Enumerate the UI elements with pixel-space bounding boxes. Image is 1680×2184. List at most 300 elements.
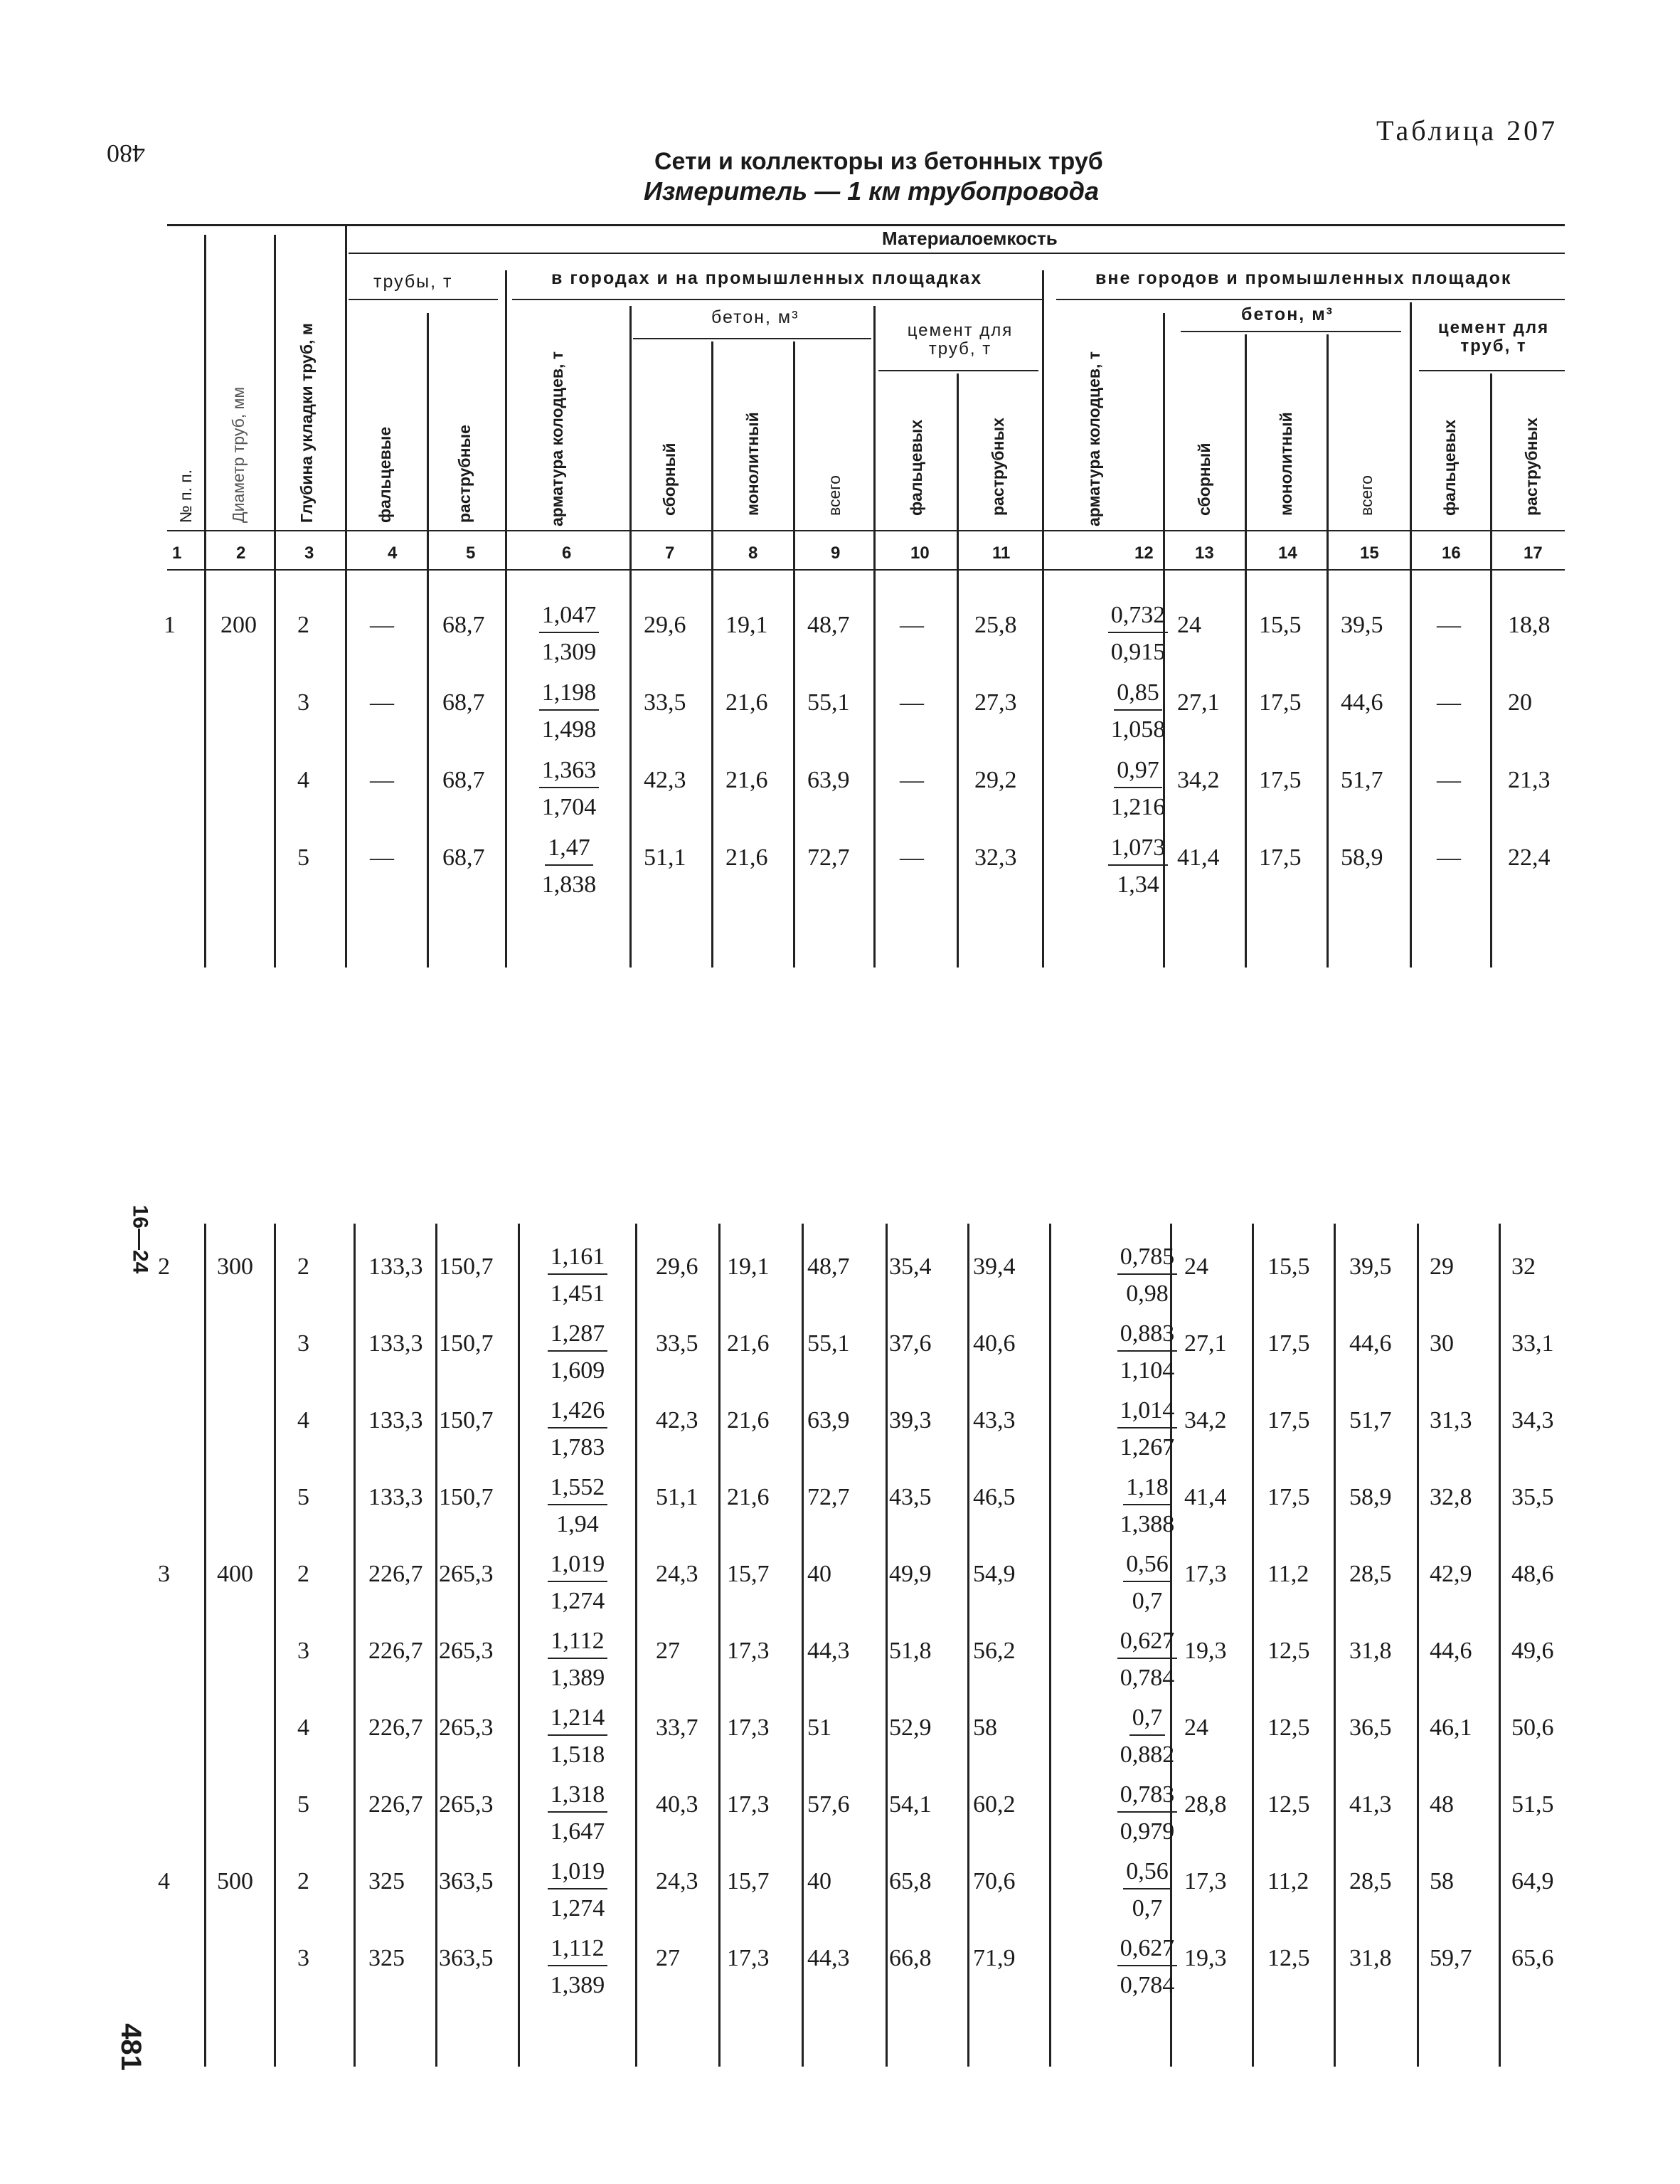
fraction-numerator: 0,56 <box>1123 1552 1171 1582</box>
cell-c17: 51,5 <box>1511 1791 1554 1818</box>
fraction-numerator: 1,073 <box>1108 836 1169 866</box>
fraction-numerator: 1,198 <box>539 681 600 711</box>
cell-rebar-cities <box>526 758 612 820</box>
cell-depth: 3 <box>297 1945 309 1971</box>
cell-c14: 17,5 <box>1259 844 1302 871</box>
cell-c10: 54,1 <box>889 1791 932 1818</box>
cell-rebar-outside <box>1105 1322 1190 1383</box>
cell-c17: 34,3 <box>1511 1407 1554 1433</box>
fraction-numerator: 1,552 <box>548 1475 608 1505</box>
column-number: 8 <box>748 544 758 563</box>
header-col-socket-g-cities: раструбных <box>989 418 1007 516</box>
cell-c13: 41,4 <box>1177 844 1220 871</box>
cell-c17: 64,9 <box>1511 1868 1554 1894</box>
cell-c8: 21,6 <box>727 1484 770 1510</box>
header-col-rebar-outside: арматура колодцев, т <box>1085 351 1103 526</box>
column-number: 6 <box>562 544 572 563</box>
fraction-numerator: 1,019 <box>548 1860 608 1889</box>
cell-c4: — <box>370 767 394 793</box>
fraction-denominator: 1,838 <box>541 871 597 898</box>
column-number: 11 <box>992 544 1011 563</box>
cell-c15: 39,5 <box>1349 1253 1392 1280</box>
column-number: 5 <box>466 544 476 563</box>
cell-c16: 48 <box>1430 1791 1454 1818</box>
cell-c10: — <box>900 612 924 638</box>
fraction-numerator: 0,627 <box>1117 1629 1178 1659</box>
fraction-numerator: 1,112 <box>548 1936 607 1966</box>
cell-c13: 27,1 <box>1177 689 1220 716</box>
fraction-numerator: 0,883 <box>1117 1322 1178 1352</box>
cell-c15: 28,5 <box>1349 1561 1392 1587</box>
cell-c17: 33,1 <box>1511 1330 1554 1357</box>
cell-depth: 2 <box>297 1868 309 1894</box>
cell-c9: 72,7 <box>807 1484 850 1510</box>
header-col-depth: Глубина укладки труб, м <box>297 323 316 523</box>
cell-c11: 71,9 <box>973 1945 1016 1971</box>
cell-c13: 27,1 <box>1184 1330 1227 1357</box>
cell-c16: 59,7 <box>1430 1945 1472 1971</box>
fraction-denominator: 1,104 <box>1120 1357 1175 1384</box>
cell-rebar-cities <box>535 1322 620 1383</box>
cell-c13: 34,2 <box>1184 1407 1227 1433</box>
cell-c15: 44,6 <box>1349 1330 1392 1357</box>
cell-rebar-outside <box>1095 836 1181 897</box>
cell-c16: 42,9 <box>1430 1561 1472 1587</box>
column-number: 13 <box>1195 544 1214 563</box>
cell-depth: 2 <box>297 1253 309 1280</box>
cell-c11: 39,4 <box>973 1253 1016 1280</box>
header-col-precast-cities: сборный <box>660 442 679 516</box>
page-title: Сети и коллекторы из бетонных труб <box>654 148 1103 175</box>
cell-c13: 19,3 <box>1184 1638 1227 1664</box>
fraction-denominator: 0,784 <box>1120 1972 1175 1998</box>
header-pipes-group: трубы, т <box>373 272 453 292</box>
cell-c16: 32,8 <box>1430 1484 1472 1510</box>
cell-c8: 17,3 <box>727 1714 770 1741</box>
cell-c8: 21,6 <box>725 844 768 871</box>
cell-c9: 55,1 <box>807 689 850 716</box>
cell-c4: — <box>370 612 394 638</box>
fraction-numerator: 1,019 <box>548 1552 608 1582</box>
cell-c15: 58,9 <box>1341 844 1383 871</box>
cell-c9: 40 <box>807 1868 831 1894</box>
cell-c15: 51,7 <box>1349 1407 1392 1433</box>
header-col-no: № п. п. <box>176 469 195 523</box>
cell-c4: 133,3 <box>368 1484 423 1510</box>
fraction-numerator: 1,161 <box>548 1245 608 1275</box>
cell-rebar-cities <box>535 1629 620 1690</box>
cell-c10: 49,9 <box>889 1561 932 1587</box>
cell-c7: 51,1 <box>656 1484 698 1510</box>
fraction-denominator: 1,704 <box>541 794 597 820</box>
cell-c9: 63,9 <box>807 767 850 793</box>
fraction-denominator: 1,783 <box>550 1434 605 1461</box>
cell-c10: 52,9 <box>889 1714 932 1741</box>
cell-c15: 31,8 <box>1349 1638 1392 1664</box>
cell-c5: 265,3 <box>439 1561 494 1587</box>
header-col-diameter: Диаметр труб, мм <box>229 386 248 523</box>
cell-rebar-cities <box>535 1552 620 1613</box>
cell-c7: 33,5 <box>656 1330 698 1357</box>
sheet-mark: 16—24 <box>128 1204 152 1274</box>
cell-c13: 24 <box>1184 1714 1208 1741</box>
header-cement-cities: цемент для труб, т <box>907 321 1014 359</box>
cell-rebar-outside <box>1105 1706 1190 1767</box>
header-col-flange-g-cities: фальцевых <box>907 419 925 516</box>
cell-rebar-outside <box>1105 1399 1190 1460</box>
cell-c13: 41,4 <box>1184 1484 1227 1510</box>
cell-no: 1 <box>164 612 176 638</box>
fraction-denominator: 1,216 <box>1110 794 1166 820</box>
column-number: 7 <box>665 544 675 563</box>
cell-c16: 31,3 <box>1430 1407 1472 1433</box>
cell-c10: 37,6 <box>889 1330 932 1357</box>
cell-depth: 4 <box>297 1714 309 1741</box>
cell-c15: 28,5 <box>1349 1868 1392 1894</box>
fraction-numerator: 1,214 <box>548 1706 608 1736</box>
cell-c9: 48,7 <box>807 612 850 638</box>
cell-c11: 32,3 <box>974 844 1017 871</box>
cell-rebar-cities <box>526 836 612 897</box>
cell-c5: 265,3 <box>439 1638 494 1664</box>
cell-c8: 21,6 <box>725 689 768 716</box>
header-col-flange-g-outside: фальцевых <box>1440 419 1459 516</box>
cell-c14: 17,5 <box>1267 1484 1310 1510</box>
fraction-denominator: 0,784 <box>1120 1665 1175 1691</box>
cell-c11: 40,6 <box>973 1330 1016 1357</box>
fraction-denominator: 1,389 <box>550 1972 605 1998</box>
cell-no: 3 <box>158 1561 170 1587</box>
cell-c10: 35,4 <box>889 1253 932 1280</box>
cell-c5: 68,7 <box>442 844 485 871</box>
cell-rebar-outside <box>1095 603 1181 664</box>
cell-c13: 34,2 <box>1177 767 1220 793</box>
fraction-denominator: 1,309 <box>541 639 597 665</box>
cell-c11: 27,3 <box>974 689 1017 716</box>
cell-rebar-outside <box>1095 681 1181 742</box>
fraction-denominator: 1,274 <box>550 1895 605 1921</box>
cell-c8: 19,1 <box>725 612 768 638</box>
cell-c17: 32 <box>1511 1253 1536 1280</box>
cell-c4: 133,3 <box>368 1330 423 1357</box>
header-col-socket: раструбные <box>455 425 474 523</box>
cell-c17: 22,4 <box>1508 844 1551 871</box>
cell-rebar-cities <box>535 1245 620 1306</box>
cell-rebar-cities <box>535 1399 620 1460</box>
cell-c16: 46,1 <box>1430 1714 1472 1741</box>
fraction-denominator: 1,274 <box>550 1588 605 1614</box>
cell-rebar-cities <box>535 1706 620 1767</box>
table-label: Таблица 207 <box>1376 115 1558 147</box>
header-col-monolithic-cities: монолитный <box>743 412 762 516</box>
cell-c5: 265,3 <box>439 1714 494 1741</box>
column-number: 9 <box>831 544 841 563</box>
header-material: Материалоемкость <box>882 228 1058 249</box>
fraction-numerator: 1,47 <box>545 836 593 866</box>
fraction-numerator: 0,627 <box>1117 1936 1178 1966</box>
header-col-total-cities: всего <box>825 475 844 516</box>
fraction-numerator: 1,047 <box>539 603 600 633</box>
fraction-numerator: 1,014 <box>1117 1399 1178 1428</box>
cell-c16: — <box>1437 689 1461 716</box>
cell-c14: 12,5 <box>1267 1714 1310 1741</box>
cell-depth: 2 <box>297 1561 309 1587</box>
cell-c4: 133,3 <box>368 1407 423 1433</box>
fraction-denominator: 0,98 <box>1126 1281 1169 1307</box>
fraction-denominator: 1,94 <box>556 1511 599 1537</box>
cell-c9: 57,6 <box>807 1791 850 1818</box>
cell-rebar-cities <box>535 1783 620 1844</box>
cell-c10: — <box>900 767 924 793</box>
cell-c5: 68,7 <box>442 612 485 638</box>
cell-depth: 3 <box>297 1638 309 1664</box>
cell-c8: 21,6 <box>727 1330 770 1357</box>
cell-rebar-cities <box>535 1936 620 1998</box>
cell-c4: 325 <box>368 1868 405 1894</box>
cell-c10: 65,8 <box>889 1868 932 1894</box>
cell-c8: 17,3 <box>727 1638 770 1664</box>
fraction-denominator: 1,267 <box>1120 1434 1175 1461</box>
cell-c14: 17,5 <box>1259 689 1302 716</box>
header-col-monolithic-outside: монолитный <box>1277 412 1295 516</box>
header-outside-group: вне городов и промышленных площадок <box>1095 268 1512 288</box>
cell-c16: — <box>1437 844 1461 871</box>
cell-rebar-outside <box>1105 1783 1190 1844</box>
cell-rebar-outside <box>1105 1245 1190 1306</box>
cell-c16: 29 <box>1430 1253 1454 1280</box>
cell-c15: 36,5 <box>1349 1714 1392 1741</box>
cell-rebar-cities <box>535 1475 620 1537</box>
cell-rebar-outside <box>1095 758 1181 820</box>
cell-c13: 17,3 <box>1184 1561 1227 1587</box>
cell-rebar-outside <box>1105 1860 1190 1921</box>
cell-c13: 17,3 <box>1184 1868 1227 1894</box>
column-number: 4 <box>388 544 398 563</box>
cell-c5: 150,7 <box>439 1253 494 1280</box>
header-col-precast-outside: сборный <box>1195 442 1213 516</box>
header-col-socket-g-outside: раструбных <box>1522 418 1541 516</box>
cell-c7: 33,7 <box>656 1714 698 1741</box>
cell-c10: 66,8 <box>889 1945 932 1971</box>
cell-c11: 70,6 <box>973 1868 1016 1894</box>
cell-c8: 15,7 <box>727 1868 770 1894</box>
fraction-denominator: 1,609 <box>550 1357 605 1384</box>
cell-c16: 30 <box>1430 1330 1454 1357</box>
cell-c17: 35,5 <box>1511 1484 1554 1510</box>
fraction-numerator: 0,97 <box>1114 758 1162 788</box>
cell-c17: 65,6 <box>1511 1945 1554 1971</box>
page-subtitle: Измеритель — 1 км трубопровода <box>644 176 1099 206</box>
cell-c11: 43,3 <box>973 1407 1016 1433</box>
column-number: 15 <box>1360 544 1379 563</box>
cell-depth: 2 <box>297 612 309 638</box>
fraction-numerator: 1,318 <box>548 1783 608 1813</box>
cell-rebar-cities <box>526 603 612 664</box>
fraction-denominator: 1,451 <box>550 1281 605 1307</box>
fraction-numerator: 1,112 <box>548 1629 607 1659</box>
cell-c5: 363,5 <box>439 1945 494 1971</box>
cell-c9: 44,3 <box>807 1945 850 1971</box>
cell-depth: 5 <box>297 1791 309 1818</box>
fraction-denominator: 1,388 <box>1120 1511 1175 1537</box>
cell-c17: 20 <box>1508 689 1532 716</box>
cell-c5: 265,3 <box>439 1791 494 1818</box>
fraction-numerator: 0,56 <box>1123 1860 1171 1889</box>
cell-c17: 48,6 <box>1511 1561 1554 1587</box>
column-number: 2 <box>236 544 246 563</box>
fraction-denominator: 0,7 <box>1132 1895 1163 1921</box>
cell-c4: — <box>370 844 394 871</box>
cell-c11: 56,2 <box>973 1638 1016 1664</box>
cell-c11: 29,2 <box>974 767 1017 793</box>
cell-c15: 31,8 <box>1349 1945 1392 1971</box>
cell-c7: 42,3 <box>644 767 686 793</box>
column-number: 3 <box>304 544 314 563</box>
cell-c14: 15,5 <box>1267 1253 1310 1280</box>
cell-c17: 49,6 <box>1511 1638 1554 1664</box>
cell-rebar-cities <box>526 681 612 742</box>
cell-c4: 226,7 <box>368 1714 423 1741</box>
cell-c7: 29,6 <box>656 1253 698 1280</box>
cell-c15: 51,7 <box>1341 767 1383 793</box>
cell-c13: 24 <box>1184 1253 1208 1280</box>
cell-c7: 24,3 <box>656 1561 698 1587</box>
cell-c7: 24,3 <box>656 1868 698 1894</box>
fraction-numerator: 0,732 <box>1108 603 1169 633</box>
cell-depth: 5 <box>297 1484 309 1510</box>
fraction-numerator: 0,85 <box>1114 681 1162 711</box>
cell-c16: 58 <box>1430 1868 1454 1894</box>
cell-no: 4 <box>158 1868 170 1894</box>
fraction-denominator: 0,7 <box>1132 1588 1163 1614</box>
cell-c8: 17,3 <box>727 1791 770 1818</box>
cell-c7: 29,6 <box>644 612 686 638</box>
cell-c7: 27 <box>656 1945 680 1971</box>
cell-depth: 4 <box>297 767 309 793</box>
fraction-denominator: 1,34 <box>1117 871 1159 898</box>
cell-c10: 43,5 <box>889 1484 932 1510</box>
cell-c9: 51 <box>807 1714 831 1741</box>
cell-c14: 12,5 <box>1267 1945 1310 1971</box>
fraction-numerator: 0,785 <box>1117 1245 1178 1275</box>
fraction-denominator: 0,882 <box>1120 1742 1175 1768</box>
cell-c11: 58 <box>973 1714 997 1741</box>
cell-c13: 24 <box>1177 612 1201 638</box>
right-page-number: 481 <box>115 2023 147 2071</box>
cell-c10: — <box>900 689 924 716</box>
cell-dia: 500 <box>217 1868 253 1894</box>
cell-c8: 21,6 <box>727 1407 770 1433</box>
cell-c4: 226,7 <box>368 1638 423 1664</box>
column-number: 16 <box>1442 544 1461 563</box>
cell-c9: 44,3 <box>807 1638 850 1664</box>
cell-depth: 5 <box>297 844 309 871</box>
cell-c9: 40 <box>807 1561 831 1587</box>
left-page-number: 480 <box>107 139 145 168</box>
header-concrete-cities: бетон, м³ <box>711 307 799 327</box>
fraction-numerator: 0,7 <box>1129 1706 1166 1736</box>
cell-c16: — <box>1437 612 1461 638</box>
fraction-denominator: 1,518 <box>550 1742 605 1768</box>
cell-rebar-outside <box>1105 1629 1190 1690</box>
cell-depth: 4 <box>297 1407 309 1433</box>
cell-c5: 150,7 <box>439 1330 494 1357</box>
cell-c4: 325 <box>368 1945 405 1971</box>
fraction-denominator: 1,058 <box>1110 716 1166 743</box>
cell-c5: 68,7 <box>442 689 485 716</box>
cell-c13: 19,3 <box>1184 1945 1227 1971</box>
cell-c7: 33,5 <box>644 689 686 716</box>
cell-c4: — <box>370 689 394 716</box>
cell-c15: 41,3 <box>1349 1791 1392 1818</box>
fraction-numerator: 0,783 <box>1117 1783 1178 1813</box>
cell-c15: 39,5 <box>1341 612 1383 638</box>
header-cities-group: в городах и на промышленных площадках <box>551 268 983 288</box>
cell-c10: 39,3 <box>889 1407 932 1433</box>
header-concrete-outside: бетон, м³ <box>1241 304 1334 324</box>
cell-c10: 51,8 <box>889 1638 932 1664</box>
cell-c14: 11,2 <box>1267 1561 1309 1587</box>
header-col-total-outside: всего <box>1357 475 1376 516</box>
cell-c5: 68,7 <box>442 767 485 793</box>
cell-c9: 72,7 <box>807 844 850 871</box>
cell-c14: 15,5 <box>1259 612 1302 638</box>
cell-c7: 40,3 <box>656 1791 698 1818</box>
fraction-numerator: 1,18 <box>1123 1475 1171 1505</box>
header-col-flange: фальцевые <box>376 426 394 523</box>
cell-dia: 300 <box>217 1253 253 1280</box>
fraction-denominator: 1,389 <box>550 1665 605 1691</box>
cell-c4: 133,3 <box>368 1253 423 1280</box>
cell-c7: 42,3 <box>656 1407 698 1433</box>
cell-rebar-cities <box>535 1860 620 1921</box>
cell-c15: 58,9 <box>1349 1484 1392 1510</box>
cell-c7: 27 <box>656 1638 680 1664</box>
fraction-numerator: 1,287 <box>548 1322 608 1352</box>
cell-c9: 48,7 <box>807 1253 850 1280</box>
fraction-denominator: 1,498 <box>541 716 597 743</box>
cell-c11: 46,5 <box>973 1484 1016 1510</box>
cell-c5: 150,7 <box>439 1407 494 1433</box>
cell-c11: 60,2 <box>973 1791 1016 1818</box>
cell-c7: 51,1 <box>644 844 686 871</box>
cell-rebar-outside <box>1105 1552 1190 1613</box>
cell-c14: 12,5 <box>1267 1638 1310 1664</box>
cell-no: 2 <box>158 1253 170 1280</box>
cell-c8: 21,6 <box>725 767 768 793</box>
cell-c8: 17,3 <box>727 1945 770 1971</box>
cell-c14: 12,5 <box>1267 1791 1310 1818</box>
fraction-denominator: 1,647 <box>550 1818 605 1845</box>
cell-c17: 21,3 <box>1508 767 1551 793</box>
cell-c9: 55,1 <box>807 1330 850 1357</box>
cell-c5: 363,5 <box>439 1868 494 1894</box>
cell-c16: — <box>1437 767 1461 793</box>
cell-rebar-outside <box>1105 1936 1190 1998</box>
fraction-denominator: 0,979 <box>1120 1818 1175 1845</box>
cell-c17: 18,8 <box>1508 612 1551 638</box>
column-number: 1 <box>172 544 182 563</box>
cell-dia: 400 <box>217 1561 253 1587</box>
column-number: 12 <box>1134 544 1154 563</box>
cell-c14: 17,5 <box>1267 1330 1310 1357</box>
cell-c8: 19,1 <box>727 1253 770 1280</box>
column-number: 10 <box>910 544 930 563</box>
column-number: 14 <box>1278 544 1297 563</box>
cell-c15: 44,6 <box>1341 689 1383 716</box>
cell-depth: 3 <box>297 689 309 716</box>
header-cement-outside: цемент для труб, т <box>1437 318 1550 356</box>
